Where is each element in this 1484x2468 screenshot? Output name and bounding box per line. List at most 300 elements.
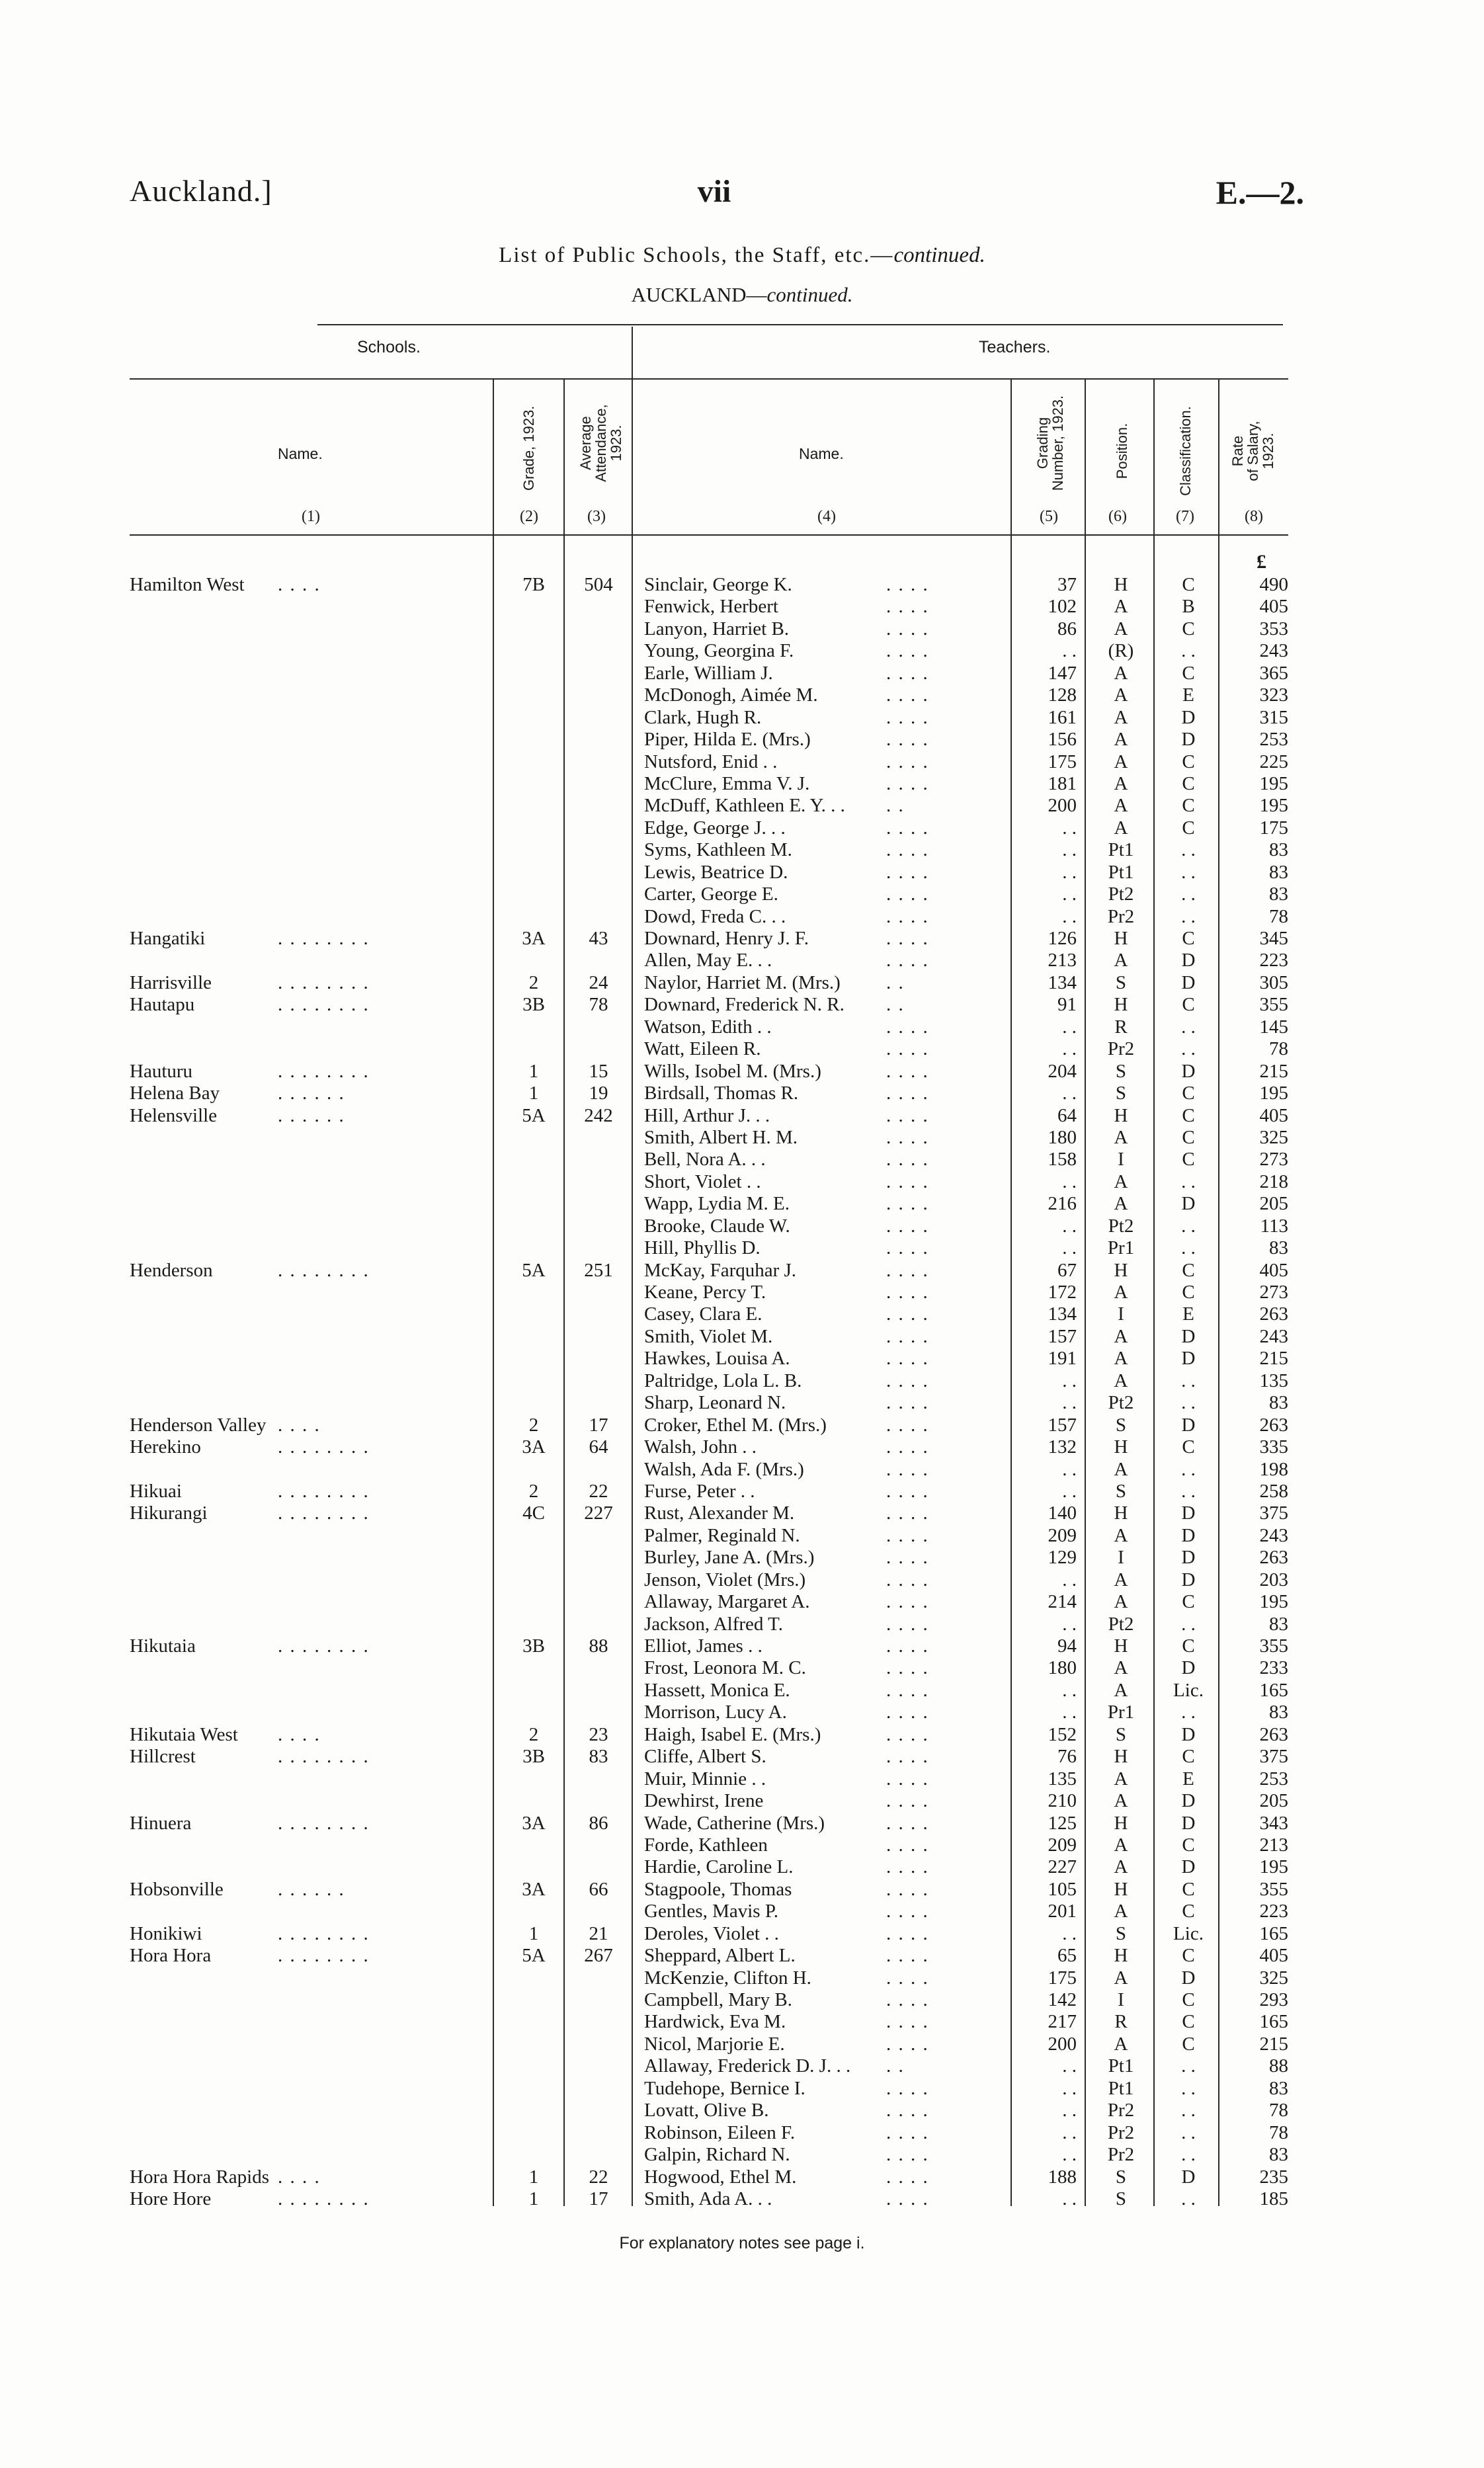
teacher-name: Allaway, Margaret A. [644,1591,810,1613]
salary: 198 [1259,1458,1288,1480]
salary: 113 [1260,1215,1288,1237]
teacher-name: Carter, George E. [644,884,778,905]
salary: 83 [1269,839,1288,861]
school-name: Hobsonville [130,1878,224,1900]
school-leader-dots: . . . . . . . . [278,1922,370,1944]
position: A [1114,950,1128,971]
teacher-name: Haigh, Isabel E. (Mrs.) [644,1723,821,1745]
school-name: Henderson Valley [130,1414,267,1436]
school-leader-dots: . . . . [278,574,321,595]
position: A [1114,751,1128,772]
table-row [0,663,1484,684]
teacher-leader-dots: . . . . [886,1303,929,1325]
running-header-left: Auckland.] [130,174,272,208]
teacher-name: Watt, Eileen R. [644,1038,761,1060]
school-leader-dots: . . . . . . [278,1104,345,1126]
classification: C [1182,1746,1195,1768]
teacher-leader-dots: . . . . [886,684,929,706]
grading-number: 209 [1048,1834,1077,1856]
school-leader-dots: . . . . . . . . [278,1259,370,1281]
average-attendance: 22 [589,1480,608,1502]
teacher-name: Sharp, Leonard N. [644,1392,786,1414]
average-attendance: 64 [589,1436,608,1458]
school-leader-dots: . . . . . . . . [278,1746,370,1768]
salary: 195 [1259,1856,1288,1878]
teacher-name: Watson, Edith . . [644,1016,772,1038]
grading-number: . . [1062,2100,1077,2121]
position: Pr2 [1107,2121,1135,2143]
classification: . . [1181,1702,1196,1723]
col-number-7: (7) [1176,508,1194,525]
grading-number: . . [1062,1237,1077,1259]
table-row [0,2122,1484,2144]
grading-number: . . [1062,1215,1077,1237]
position: Pt2 [1108,884,1134,905]
teacher-name: Dewhirst, Irene [644,1790,764,1812]
teacher-leader-dots: . . . . [886,928,929,949]
grading-number: 161 [1048,706,1077,728]
average-attendance: 267 [584,1945,613,1967]
salary: 83 [1269,2077,1288,2099]
teacher-leader-dots: . . . . [886,1016,929,1038]
position: A [1114,1768,1128,1789]
position: R [1114,2011,1128,2033]
table-row [0,1149,1484,1171]
table-row [0,1260,1484,1282]
average-attendance: 22 [589,2166,608,2188]
col-grading-line-2: Number, 1923. [1050,395,1066,491]
teacher-leader-dots: . . . . [886,1569,929,1590]
school-leader-dots: . . . . . . . . [278,1502,370,1524]
footnote: For explanatory notes see page i. [619,2234,865,2252]
table-row [0,1392,1484,1414]
grade: 1 [528,2188,539,2209]
position: A [1114,1569,1128,1590]
position: H [1114,1746,1128,1768]
salary: 78 [1269,1038,1288,1060]
table-row [0,596,1484,618]
position: S [1115,1083,1127,1104]
table-row [0,1635,1484,1657]
grading-number: 201 [1048,1901,1077,1922]
classification: Lic. [1173,1922,1204,1944]
average-attendance: 227 [584,1502,613,1524]
teacher-name: McDonogh, Aimée M. [644,684,818,706]
school-name: Hauturu [130,1060,193,1082]
table-row [0,928,1484,950]
teacher-name: Smith, Ada A. . . [644,2188,772,2209]
col-salary-line-2: of Salary, [1245,421,1261,481]
classification: C [1182,1591,1195,1613]
position: A [1114,1193,1128,1215]
position: S [1115,971,1127,993]
teacher-name: Casey, Clara E. [644,1303,763,1325]
grading-number: . . [1062,1016,1077,1038]
average-attendance: 23 [589,1723,608,1745]
grade: 3B [522,1746,545,1768]
salary: 215 [1259,1348,1288,1370]
grade: 7B [522,574,545,595]
classification: . . [1181,640,1196,662]
table-row [0,684,1484,706]
position: A [1114,1901,1128,1922]
teacher-leader-dots: . . . . [886,1635,929,1657]
classification: . . [1181,1613,1196,1635]
grade: 5A [522,1259,546,1281]
position: A [1114,1370,1128,1391]
teacher-name: Clark, Hugh R. [644,706,762,728]
salary: 258 [1259,1480,1288,1502]
school-name: Hora Hora Rapids [130,2166,270,2188]
classification: C [1182,994,1195,1016]
page-subtitle-main: AUCKLAND— [631,283,767,306]
position: A [1114,1790,1128,1812]
salary: 135 [1259,1370,1288,1391]
teacher-leader-dots: . . . . [886,1502,929,1524]
teacher-leader-dots: . . . . [886,1215,929,1237]
teacher-leader-dots: . . . . [886,1480,929,1502]
grade: 1 [528,1083,539,1104]
teacher-leader-dots: . . . . [886,1901,929,1922]
position: Pr1 [1107,1237,1135,1259]
teacher-name: Smith, Albert H. M. [644,1126,798,1148]
position: Pr2 [1107,905,1135,927]
average-attendance: 19 [589,1083,608,1104]
salary: 355 [1259,994,1288,1016]
teacher-leader-dots: . . . . [886,1989,929,2010]
grading-number: 209 [1048,1524,1077,1546]
classification: . . [1181,1458,1196,1480]
col-attendance [578,384,626,503]
teacher-name: Walsh, John . . [644,1436,757,1458]
table-row [0,1415,1484,1436]
grading-number: . . [1062,1922,1077,1944]
teacher-name: Deroles, Violet . . [644,1922,779,1944]
position: Pt2 [1108,1215,1134,1237]
group-divider-vertical [632,327,633,380]
classification: C [1182,1945,1195,1967]
teacher-name: Hill, Phyllis D. [644,1237,761,1259]
grading-number: 142 [1048,1989,1077,2010]
grading-number: 217 [1048,2011,1077,2033]
grading-number: 200 [1048,795,1077,817]
page-number: vii [697,174,731,209]
position: Pt2 [1108,1392,1134,1414]
teacher-leader-dots: . . . . [886,662,929,684]
average-attendance: 21 [589,1922,608,1944]
grading-number: . . [1062,1171,1077,1192]
classification: C [1182,662,1195,684]
table-row [0,1813,1484,1834]
position: I [1118,1303,1124,1325]
salary: 343 [1259,1812,1288,1834]
salary: 243 [1259,640,1288,662]
teacher-name: Jenson, Violet (Mrs.) [644,1569,806,1590]
position: A [1114,817,1128,839]
table-row [0,1856,1484,1878]
teacher-name: Morrison, Lucy A. [644,1702,787,1723]
teacher-leader-dots: . . . . [886,2188,929,2209]
teacher-leader-dots: . . . . [886,1038,929,1060]
teacher-leader-dots: . . . . [886,1414,929,1436]
classification: D [1181,1060,1196,1082]
teacher-name: Wills, Isobel M. (Mrs.) [644,1060,821,1082]
teacher-name: Allen, May E. . . [644,950,772,971]
teacher-leader-dots: . . . . [886,1282,929,1303]
position: H [1114,574,1128,595]
classification: D [1181,971,1196,993]
grade: 5A [522,1104,546,1126]
classification: D [1181,2166,1196,2188]
classification: D [1181,1414,1196,1436]
table-row [0,1083,1484,1104]
teacher-name: Edge, George J. . . [644,817,786,839]
classification: . . [1181,1215,1196,1237]
position: H [1114,1259,1128,1281]
position: I [1118,1149,1124,1171]
salary: 325 [1259,1126,1288,1148]
table-row [0,884,1484,905]
salary: 263 [1259,1414,1288,1436]
grade: 3A [522,1878,546,1900]
teacher-leader-dots: . . . . [886,2011,929,2033]
classification: . . [1181,2100,1196,2121]
salary: 263 [1259,1547,1288,1569]
grading-number: 152 [1048,1723,1077,1745]
salary: 263 [1259,1303,1288,1325]
classification: C [1182,1635,1195,1657]
teacher-leader-dots: . . . . [886,1967,929,1989]
col-salary-line-1: Rate [1229,435,1246,467]
teacher-leader-dots: . . . . [886,1370,929,1391]
salary: 405 [1259,1259,1288,1281]
grading-number: . . [1062,2121,1077,2143]
salary: 165 [1259,2011,1288,2033]
grading-number: 140 [1048,1502,1077,1524]
position: R [1114,1016,1128,1038]
teacher-leader-dots: . . . . [886,1237,929,1259]
grade: 4C [522,1502,545,1524]
running-header-right: E.—2. [1216,174,1304,211]
teacher-name: Palmer, Reginald N. [644,1524,800,1546]
table-row [0,1967,1484,1989]
teacher-leader-dots: . . . . [886,751,929,772]
teacher-name: McDuff, Kathleen E. Y. . . [644,795,845,817]
grade: 1 [528,2166,539,2188]
col-position: Position. [1114,423,1130,479]
teacher-name: Jackson, Alfred T. [644,1613,783,1635]
teacher-name: Downard, Frederick N. R. [644,994,845,1016]
position: Pr2 [1107,2100,1135,2121]
salary: 223 [1259,950,1288,971]
school-name: Herekino [130,1436,201,1458]
table-row [0,1923,1484,1945]
teacher-leader-dots: . . . . [886,1149,929,1171]
school-leader-dots: . . . . . . [278,1878,345,1900]
school-leader-dots: . . . . . . . . [278,1812,370,1834]
position: A [1114,662,1128,684]
teacher-name: Lewis, Beatrice D. [644,861,788,883]
salary: 225 [1259,751,1288,772]
teacher-leader-dots: . . [886,971,905,993]
salary: 273 [1259,1282,1288,1303]
classification: . . [1181,1480,1196,1502]
table-row [0,1105,1484,1127]
classification: C [1182,772,1195,794]
table-row [0,2100,1484,2121]
school-leader-dots: . . . . . . . . [278,1635,370,1657]
position: H [1114,1635,1128,1657]
grading-number: . . [1062,1679,1077,1701]
average-attendance: 43 [589,928,608,949]
teacher-leader-dots: . . . . [886,640,929,662]
classification: C [1182,1104,1195,1126]
grade: 3B [522,994,545,1016]
table-row [0,773,1484,795]
grading-number: 94 [1057,1635,1077,1657]
salary: 83 [1269,2144,1288,2166]
col-attendance-line-2: Attendance, [593,404,609,482]
salary: 205 [1259,1193,1288,1215]
grade: 3A [522,928,546,949]
classification: D [1181,1569,1196,1590]
teacher-leader-dots: . . . . [886,1878,929,1900]
table-top-rule [324,324,1283,325]
salary: 185 [1259,2188,1288,2209]
teacher-name: Hawkes, Louisa A. [644,1348,790,1370]
table-row [0,906,1484,928]
average-attendance: 88 [589,1635,608,1657]
salary: 215 [1259,2033,1288,2055]
teacher-leader-dots: . . . . [886,1768,929,1789]
position: A [1114,2033,1128,2055]
teacher-leader-dots: . . . . [886,1524,929,1546]
col-salary-line-3: 1923. [1260,432,1276,470]
grade: 3B [522,1635,545,1657]
school-name: Hangatiki [130,928,206,949]
grading-number: . . [1062,1038,1077,1060]
school-leader-dots: . . . . . . . . [278,928,370,949]
classification: . . [1181,2077,1196,2099]
teacher-leader-dots: . . . . [886,618,929,639]
group-schools: Schools. [357,338,421,356]
table-row [0,618,1484,640]
table-top-rule-left [317,324,357,325]
grading-number: 216 [1048,1193,1077,1215]
salary: 243 [1259,1325,1288,1347]
grading-number: 172 [1048,1282,1077,1303]
teacher-leader-dots: . . . . [886,1746,929,1768]
position: H [1114,1502,1128,1524]
grading-number: 157 [1048,1325,1077,1347]
grading-number: 132 [1048,1436,1077,1458]
salary: 273 [1259,1149,1288,1171]
classification: C [1182,928,1195,949]
classification: . . [1181,2055,1196,2077]
classification: C [1182,1282,1195,1303]
teacher-leader-dots: . . . . [886,1591,929,1613]
table-row [0,2034,1484,2055]
salary: 205 [1259,1790,1288,1812]
teacher-name: Cliffe, Albert S. [644,1746,766,1768]
grading-number: 204 [1048,1060,1077,1082]
teacher-name: Birdsall, Thomas R. [644,1083,799,1104]
salary: 293 [1259,1989,1288,2010]
classification: . . [1181,1237,1196,1259]
teacher-name: Earle, William J. [644,662,773,684]
teacher-name: Rust, Alexander M. [644,1502,795,1524]
table-row [0,1746,1484,1768]
salary: 223 [1259,1901,1288,1922]
grading-number: . . [1062,1083,1077,1104]
table-row [0,707,1484,729]
grading-number: 156 [1048,729,1077,751]
page-title-italic: continued. [893,243,985,267]
average-attendance: 66 [589,1878,608,1900]
page-subtitle [0,283,1484,307]
salary: 195 [1259,1591,1288,1613]
col-number-6: (6) [1108,508,1127,525]
teacher-name: Piper, Hilda E. (Mrs.) [644,729,811,751]
teacher-leader-dots: . . . . [886,2121,929,2143]
grade: 2 [528,1723,539,1745]
teacher-leader-dots: . . . . [886,1458,929,1480]
classification: D [1181,1547,1196,1569]
teacher-name: Tudehope, Bernice I. [644,2077,805,2099]
teacher-leader-dots: . . . . [886,905,929,927]
grading-number: . . [1062,884,1077,905]
grade: 2 [528,971,539,993]
table-row [0,1901,1484,1922]
classification: C [1182,751,1195,772]
classification: D [1181,1812,1196,1834]
teacher-leader-dots: . . . . [886,1259,929,1281]
teacher-name: Keane, Percy T. [644,1282,766,1303]
page-subtitle-italic: continued. [766,283,853,306]
teacher-name: Lanyon, Harriet B. [644,618,790,639]
teacher-leader-dots: . . . . [886,839,929,861]
teacher-name: Forde, Kathleen [644,1834,768,1856]
school-name: Hikuai [130,1480,182,1502]
table-row [0,2011,1484,2033]
currency-symbol: £ [1257,551,1266,573]
col-attendance-line-3: 1923. [608,425,624,462]
table-row [0,1348,1484,1370]
table-row [0,1834,1484,1856]
average-attendance: 17 [589,2188,608,2209]
col-number-1: (1) [302,508,320,525]
table-row [0,795,1484,817]
classification: . . [1181,1016,1196,1038]
classification: D [1181,1856,1196,1878]
position: A [1114,1348,1128,1370]
position: (R) [1108,640,1134,662]
grading-number: 76 [1057,1746,1077,1768]
classification: C [1182,618,1195,639]
teacher-name: Campbell, Mary B. [644,1989,792,2010]
salary: 235 [1259,2166,1288,2188]
teacher-name: Gentles, Mavis P. [644,1901,778,1922]
col-grading-line-1: Grading [1034,417,1051,470]
teacher-leader-dots: . . . . [886,574,929,595]
teacher-name: Hassett, Monica E. [644,1679,790,1701]
teacher-leader-dots: . . . . [886,2077,929,2099]
grading-number: 126 [1048,928,1077,949]
grade: 2 [528,1414,539,1436]
classification: C [1182,1083,1195,1104]
salary: 195 [1259,795,1288,817]
position: Pr2 [1107,1038,1135,1060]
